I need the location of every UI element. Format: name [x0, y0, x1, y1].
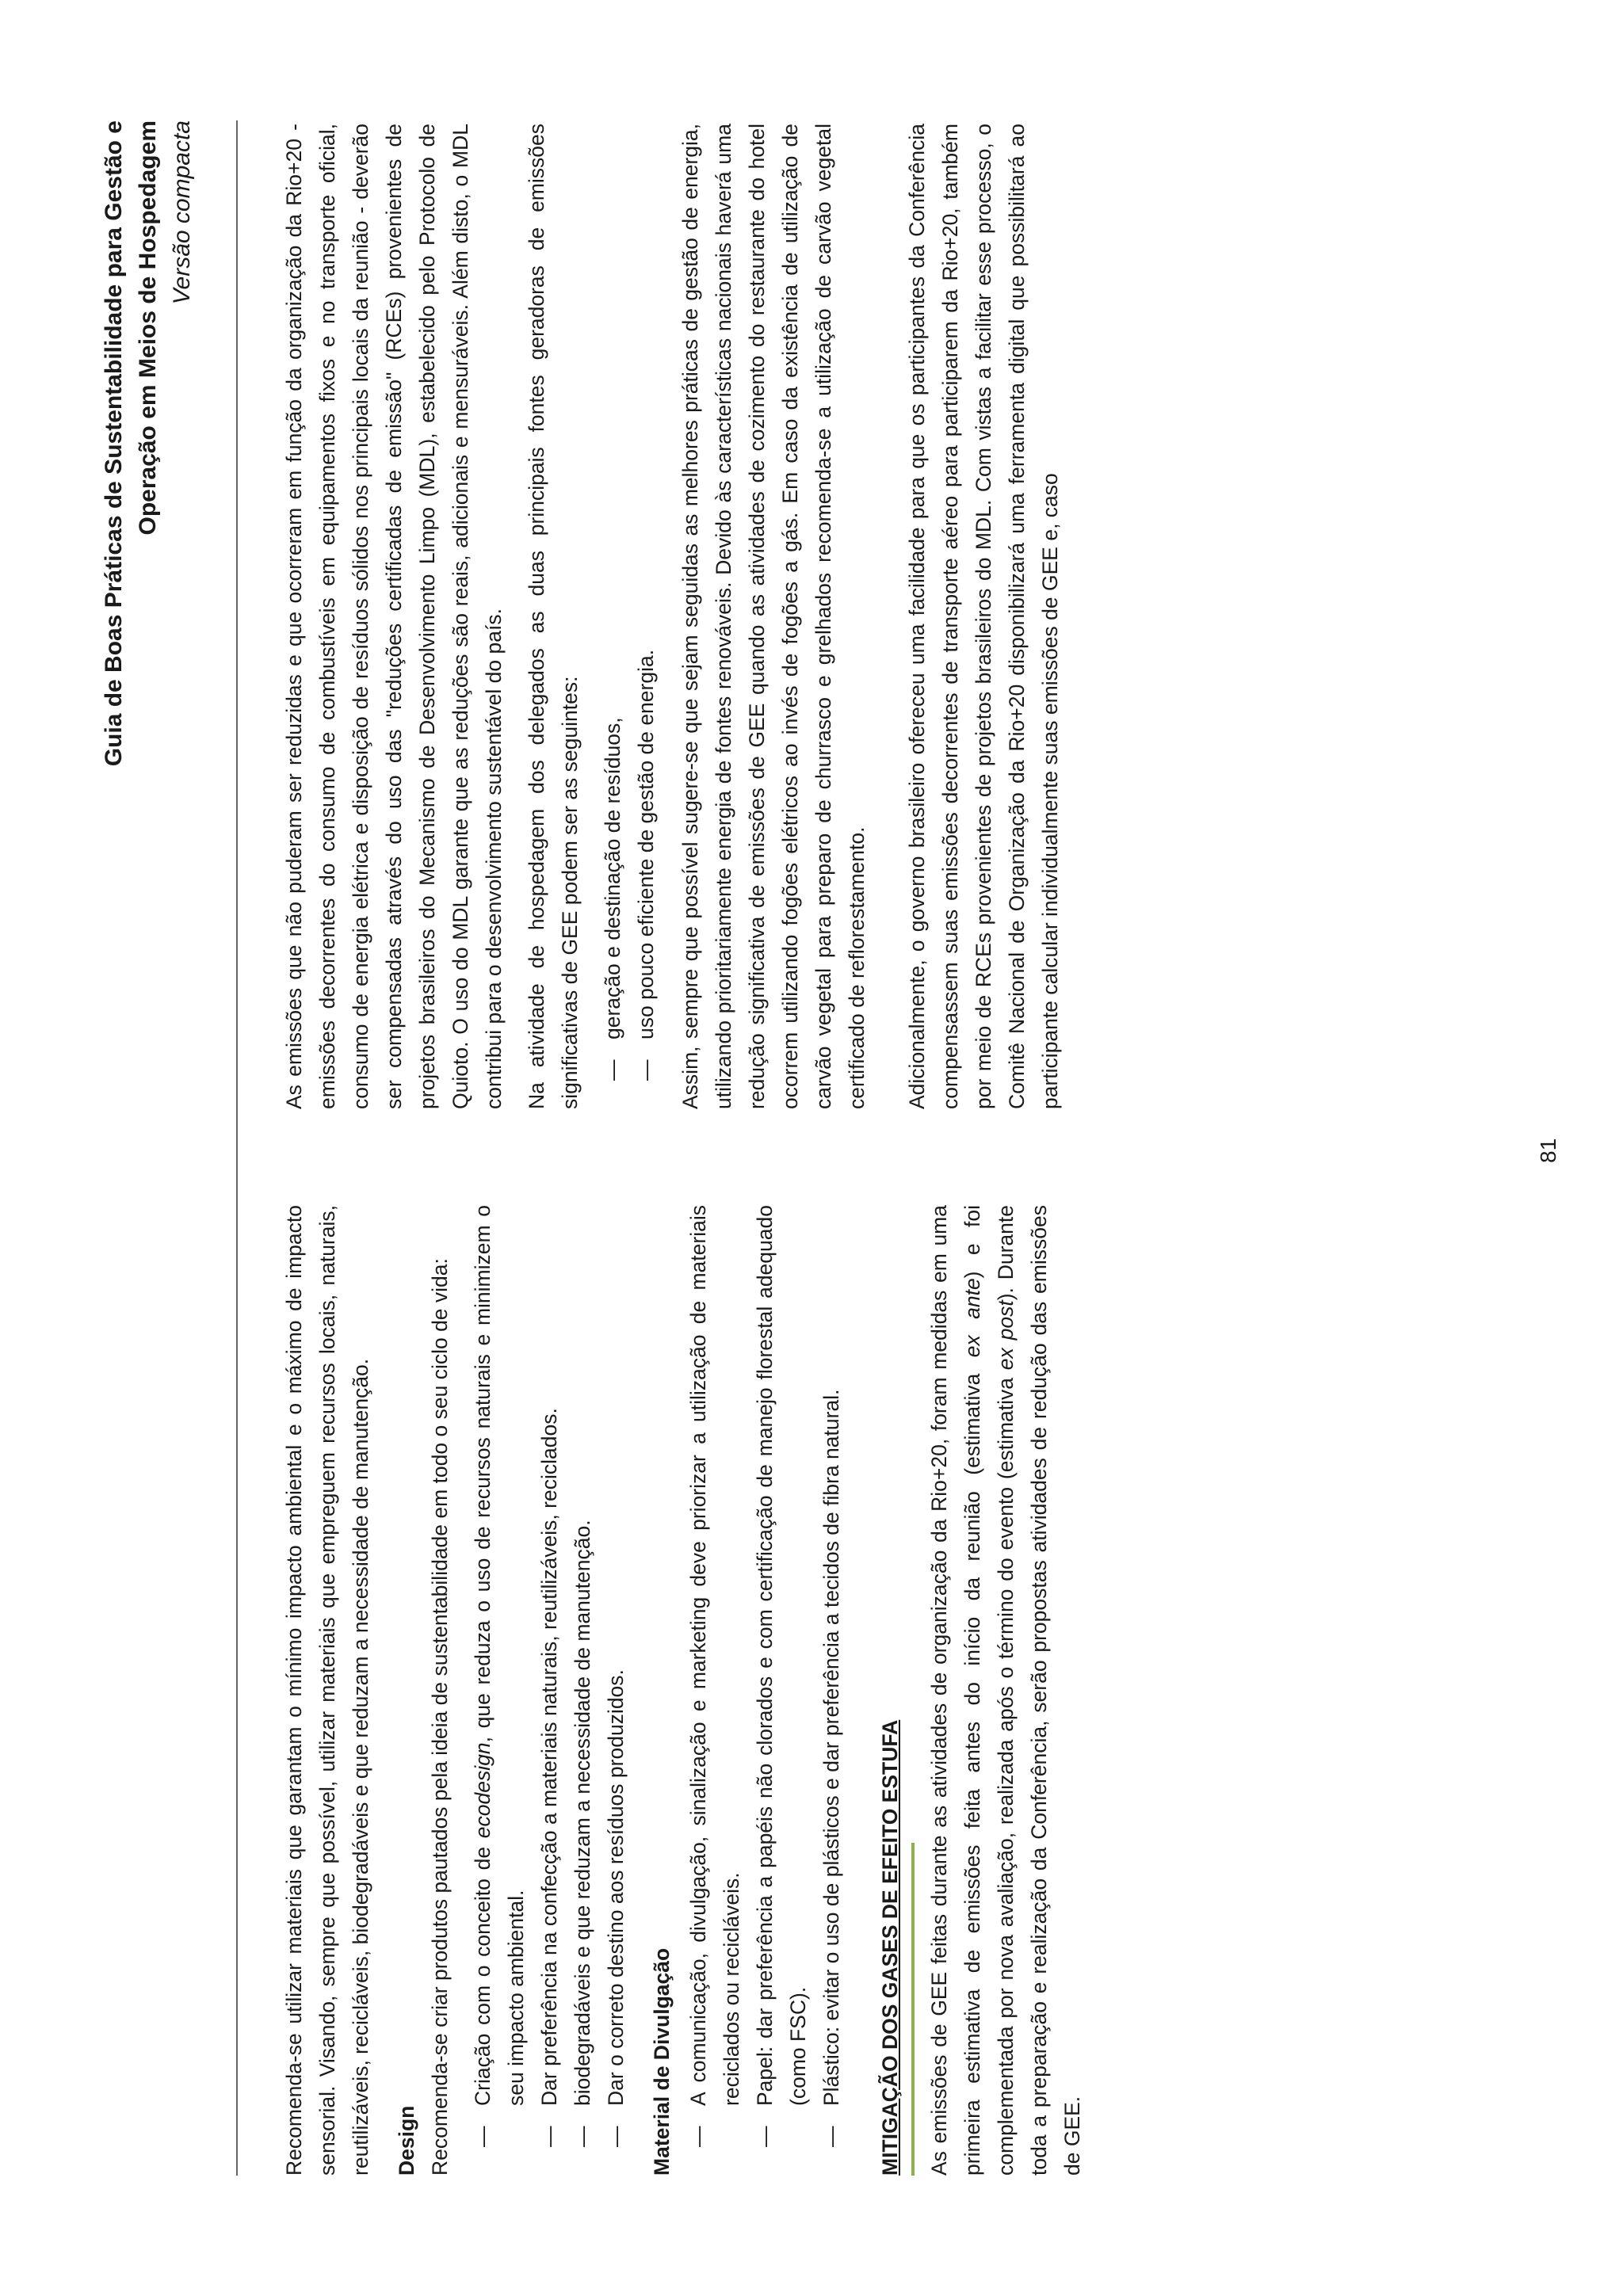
- list-item: [596, 124, 629, 1081]
- list-item: [566, 1205, 599, 2147]
- list-item: [629, 124, 663, 1081]
- dash-bullet-icon: —: [819, 2126, 843, 2147]
- design-item-3: biodegradáveis e que reduzam a necessidade de manutenção.: [571, 1520, 594, 2106]
- header-divider: [236, 120, 238, 2176]
- list-item: [682, 1205, 748, 2147]
- paragraph-spacer: [883, 124, 900, 1109]
- list-item: [815, 1205, 848, 2147]
- emission-sources-list: [596, 124, 663, 1081]
- dash-bullet-icon: —: [753, 2126, 777, 2147]
- design-paragraph: Recomenda-se criar produtos pautados pela ideia de sustentabilidade em todo o seu ciclo de vida:: [428, 1258, 452, 2176]
- header-subtitle: Versão compacta: [169, 120, 195, 305]
- section-divider: [911, 1843, 915, 2176]
- dash-bullet-icon: —: [634, 1059, 658, 1081]
- mitigation-paragraph: [922, 1205, 1089, 2176]
- mitigation-emphasis-ex-ante: ex ante: [960, 1278, 984, 1358]
- page-header: [97, 120, 199, 766]
- mitigation-text-a: As emissões de GEE feitas durante as atividades de organização da Rio+20, foram medidas em uma primeira estimativa de emissões feita antes do início da reunião (estimativa: [927, 1205, 984, 2176]
- material-heading: Material de Divulgação: [650, 1947, 674, 2176]
- list-item: [533, 1205, 566, 2147]
- source-item-1: geração e destinação de resíduos,: [601, 717, 624, 1039]
- design-heading: Design: [395, 2105, 418, 2176]
- right-column: [277, 124, 1076, 1109]
- list-item: [599, 1205, 632, 2147]
- design-item-2: Dar preferência na confecção a materiais naturais, reutilizáveis, reciclados.: [537, 1408, 561, 2106]
- mitigation-text-c: ). Durante toda a preparação e realização da Conferência, serão propostas atividades de redução das emissões de GEE.: [994, 1205, 1084, 2176]
- energy-practices-paragraph: Assim, sempre que possível sugere-se que sejam seguidas as melhores práticas de gestão de energia, utilizando prioritariamente energia de fontes renováveis. Devido às características nacionais haverá uma redução significativa de emissões de GEE quando as atividades de cozimento do restaurante do hotel ocorrem utilizando fogões elétricos ao invés de fogões a gás. Em caso da existência de utilização de carvão vegetal para preparo de churrasco e grelhados recomenda-se a utilização de carvão vegetal certificado de reflorestamento.: [678, 124, 869, 1109]
- list-item: [748, 1205, 815, 2147]
- hospitality-paragraph: Na atividade de hospedagem dos delegados as duas principais fontes geradoras de emissões significativas de GEE podem ser as seguintes:: [525, 124, 582, 1109]
- compensation-paragraph: Adicionalmente, o governo brasileiro ofereceu uma facilidade para que os participantes da Conferência compensassem suas emissões decorrentes de transporte aéreo para participarem da Rio+20, também por meio de RCEs provenientes de projetos brasileiros do MDL. Com vistas a facilitar esse processo, o Comitê Nacional de Organização da Rio+20 disponibilizará uma ferramenta digital que possibilitará ao participante calcular individualmente suas emissões de GEE e, caso: [905, 124, 1062, 1109]
- header-title-line-2: Operação em Meios de Hospedagem: [135, 120, 161, 536]
- material-item-2: Papel: dar preferência a papéis não clorados e com certificação de manejo florestal adequado (como FSC).: [753, 1205, 810, 2106]
- design-item-1-text-b: , que reduza o uso de recursos naturais e minimizem o seu impacto ambiental.: [471, 1205, 528, 2106]
- material-list: [682, 1205, 848, 2147]
- intro-paragraph: Recomenda-se utilizar materiais que garantam o mínimo impacto ambiental e o máximo de impacto sensorial. Visando, sempre que possível, utilizar materiais que empreguem recursos locais, naturais, reutilizáveis, recicláveis, biodegradáveis e que reduzam a necessidade de manutenção.: [282, 1205, 372, 2176]
- list-item: [466, 1205, 533, 2147]
- dash-bullet-icon: —: [537, 2126, 561, 2147]
- dash-bullet-icon: —: [471, 2126, 495, 2147]
- left-column: [277, 1205, 1098, 2176]
- emissions-paragraph: As emissões que não puderam ser reduzidas e que ocorreram em função da organização da Rio+20 - emissões decorrentes do consumo de combustíveis em equipamentos fixos e no transporte oficial, consumo de energia elétrica e disposição de resíduos sólidos nos principais locais da reunião - deverão ser compensadas através do uso das "reduções certificadas de emissão" (RCEs) provenientes de projetos brasileiros do Mecanismo de Desenvolvimento Limpo (MDL), estabelecido pelo Protocolo de Quioto. O uso do MDL garante que as reduções são reais, adicionais e mensuráveis. Além disto, o MDL contribui para o desenvolvimento sustentável do país.: [282, 124, 506, 1109]
- material-item-3: Plástico: evitar o uso de plásticos e dar preferência a tecidos de fibra natural.: [819, 1389, 843, 2106]
- design-list: [466, 1205, 632, 2147]
- design-item-4: Dar o correto destino aos resíduos produzidos.: [604, 1669, 628, 2106]
- dash-bullet-icon: —: [604, 2126, 628, 2147]
- page-number: 81: [1536, 1138, 1560, 1163]
- design-item-1-text-a: Criação com o conceito de: [471, 1838, 495, 2106]
- design-item-1-emphasis: ecodesign: [471, 1742, 495, 1839]
- dash-bullet-icon: —: [571, 2126, 594, 2147]
- mitigation-emphasis-ex-post: ex post: [994, 1300, 1018, 1371]
- mitigation-text-b: ) e foi complementada por nova avaliação, realizada após o término do evento (estimativa: [960, 1205, 1018, 2176]
- source-item-2: uso pouco eficiente de gestão de energia.: [634, 649, 658, 1039]
- material-item-1: A comunicação, divulgação, sinalização e marketing deve priorizar a utilização de materiais reciclados ou recicláveis.: [686, 1205, 743, 2106]
- mitigation-section-title: MITIGAÇÃO DOS GASES DE EFEITO ESTUFA: [878, 1719, 902, 2176]
- dash-bullet-icon: —: [601, 1059, 624, 1081]
- dash-bullet-icon: —: [686, 2126, 710, 2147]
- header-title-line-1: Guia de Boas Práticas de Sustentabilidade para Gestão e: [101, 120, 127, 767]
